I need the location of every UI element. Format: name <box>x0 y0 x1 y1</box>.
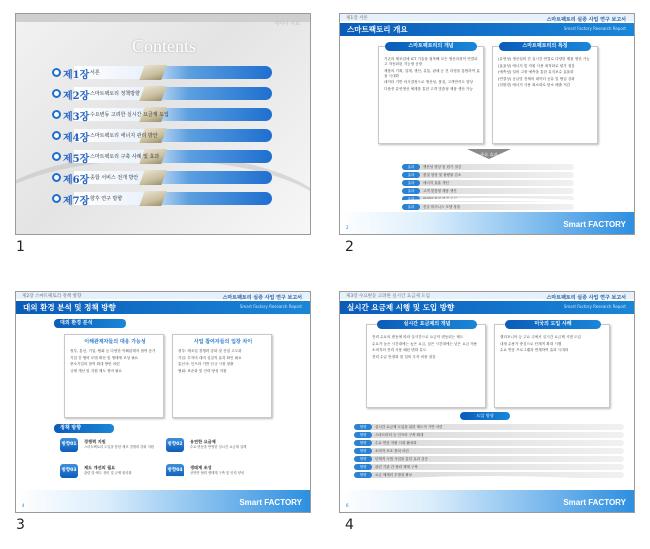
panel-title: 실시간 요금제의 개념 <box>377 320 477 329</box>
list-item: 방향 스마트미터 등 인프라 구축 확대 <box>354 432 624 438</box>
list-item: 효과 에너지 효율 개선 <box>402 180 574 186</box>
list-item: 효과 신규 비즈니스 모델 창출 <box>402 204 574 210</box>
direction-desc: 수요 변동을 반영한 실시간 요금제 설계 <box>190 445 247 449</box>
toc-chapter-text: 향후 연구 방향 <box>90 196 123 202</box>
brand-logo: Smart FACTORY <box>563 220 626 229</box>
list-item: 효과 품질 향상 및 불량률 감소 <box>402 172 574 178</box>
page-number: 6 <box>346 503 349 508</box>
toc-chapter-label: 제6장 <box>63 175 90 186</box>
bullet-icon <box>52 152 61 161</box>
list-item: 방향 실시간 요금제 도입을 위한 제도적 기반 마련 <box>354 424 624 430</box>
slide-title: 스마트팩토리 개요 <box>347 25 408 34</box>
panel-title: 미국의 도입 사례 <box>505 320 601 329</box>
slide-thumbnail-2[interactable] <box>339 13 635 235</box>
bullet-list: 정부, 통신, 기업, 협회 등 다양한 이해관계자 참여 증가 기업 간 협력 모델 확산 및 생태계 조성 필요 중소기업의 참여 확대 방안 마련 규제 개선 및 지원 제도 정비 필요 <box>70 349 156 373</box>
list-item: 방향 수요 반응 자원 시장 활성화 <box>354 440 624 446</box>
list-item: 효과 생산성 향상 및 원가 절감 <box>402 164 574 170</box>
report-logo-text: 스마트팩토리 실증 사업 연구 보고서 <box>546 295 626 301</box>
direction-tag: 방향01 <box>60 438 78 452</box>
page-number: 2 <box>346 225 349 230</box>
slide-thumbnail-4[interactable] <box>339 291 635 513</box>
report-logo-subtext: Smart Factory Research Report <box>563 26 626 31</box>
bullet-icon <box>52 194 61 203</box>
slide-thumbnail-1[interactable] <box>15 13 311 235</box>
slide-thumbnail-3[interactable] <box>15 291 311 513</box>
panel-title: 사업 참여자들의 입장 차이 <box>193 339 253 345</box>
toc-chapter-label: 제5장 <box>63 154 90 165</box>
section-heading: 대외 환경 분석 <box>54 319 126 328</box>
toc-item <box>52 169 272 186</box>
toc-chapter-label: 제4장 <box>63 133 90 144</box>
toc-chapter-text: 스마트팩토리 정책방향 <box>90 91 140 97</box>
brand-logo: Smart FACTORY <box>239 498 302 507</box>
toc-item <box>52 148 272 165</box>
direction-title: 경쟁력 지원 <box>84 439 106 444</box>
direction-tag: 방향02 <box>166 438 184 452</box>
bullet-icon <box>52 110 61 119</box>
direction-title: 제도 개선의 필요 <box>84 465 116 470</box>
toc-chapter-text: 수요변동 고려한 실시간 요금제 도입 <box>90 112 169 118</box>
bullet-list: 정부: 제조업 경쟁력 강화 및 산업 고도화 기업: 투자비 대비 실질적 효과 확인 필요 통신사: 인프라 기반 신규 시장 창출 협회: 표준화 및 인력 양성 지원 <box>178 349 242 373</box>
toc-item <box>52 64 272 81</box>
direction-tag: 방향03 <box>60 464 78 478</box>
stakeholder-panel <box>64 334 164 418</box>
section-label: 제2장 스마트팩토리 정책 방향 <box>22 294 82 299</box>
direction-title: 생태계 조성 <box>190 465 212 470</box>
participant-panel <box>172 334 272 418</box>
effects-title: 주요 효과 <box>480 152 498 157</box>
bullet-list: 전력 수요의 변동에 따라 실시간으로 요금이 변동되는 제도 수요가 높은 시간대에는 높은 요금, 낮은 시간대에는 낮은 요금 적용 소비자의 전력 사용 패턴 변화 유도 전력 수급 안정화 및 설비 투자 비용 절감 <box>372 335 478 359</box>
slide-title: 실시간 요금제 시행 및 도입 방향 <box>347 303 455 312</box>
report-logo-text: 스마트팩토리 실증 사업 연구 보고서 <box>546 17 626 23</box>
toc-chapter-text: 종합 서비스 전개 방안 <box>90 175 139 181</box>
toc-chapter-text: 스마트팩토리 구축 사례 및 효과 <box>90 154 160 160</box>
direction-heading: 도입 방향 <box>460 412 510 420</box>
section-label: 제3장 수요변동 고려한 실시간 요금제 도입 <box>346 294 430 299</box>
toc-chapter-label: 제1장 <box>63 70 90 81</box>
report-logo-text: 스마트팩토리 실증 사업 연구 보고서 <box>222 295 302 301</box>
slide-number: 3 <box>16 517 25 533</box>
direction-desc: 관련 법·제도 정비 및 규제 합리화 <box>84 471 132 475</box>
slide-title: 대외 환경 분석 및 정책 방향 <box>23 303 116 312</box>
toc-chapter-label: 제2장 <box>63 91 90 102</box>
list-item: 효과 안전한 작업 환경 조성 <box>402 196 574 202</box>
toc-chapter-text: 서론 <box>90 70 100 76</box>
slide-header-text: 세미나 자료 <box>274 21 300 27</box>
toc-chapter-label: 제7장 <box>63 196 90 207</box>
concept-panel <box>378 43 484 144</box>
bullet-list: (유연성) 생산설비 간 실시간 연결로 다양한 제품 생산 가능 (효율성) 에너지 및 자원 사용 최적화로 원가 절감 (예측성) 설비 고장 예측을 통한 유지보수 효율화 (연결성) 공급망 전체의 데이터 공유 및 협업 강화 (친환경) 에너지 사용 최소화로 탄소 배출 저감 <box>498 57 590 87</box>
bullet-icon <box>52 68 61 77</box>
list-item: 방향 요금 체계의 투명성 확보 <box>354 472 624 478</box>
section-label: 제1장 서론 <box>346 16 368 21</box>
slide-top-bar <box>16 14 311 22</box>
report-logo-subtext: Smart Factory Research Report <box>239 304 302 309</box>
direction-tag: 방향04 <box>166 464 184 478</box>
report-logo-subtext: Smart Factory Research Report <box>563 304 626 309</box>
bullet-icon <box>52 89 61 98</box>
bullet-icon <box>52 173 61 182</box>
toc-item <box>52 106 272 123</box>
direction-desc: 스마트팩토리 도입을 통한 제조 경쟁력 강화 지원 <box>84 445 154 449</box>
brand-logo: Smart FACTORY <box>563 498 626 507</box>
bullet-list: 캘리포니아 등 주요 주에서 실시간 요금제 시범 도입 대형 수용가 중심으로 단계적 확대 시행 수요 반응 프로그램과 연계하여 효과 극대화 <box>500 335 581 352</box>
feature-panel <box>492 43 598 144</box>
list-item: 방향 소비자 보호 장치 마련 <box>354 448 624 454</box>
slide-number: 1 <box>16 239 25 255</box>
toc-chapter-label: 제3장 <box>63 112 90 123</box>
bullet-list: 기존의 제조업에 ICT 기술을 접목해 모든 생산과정이 연결되고 자동화된 지능형 공장 제품의 기획, 설계, 생산, 유통, 판매 등 전 과정을 통합하여 효율 극대화 데이터 기반 의사결정으로 생산성, 품질, 고객만족도 향상 다품종 유연생산 체계를 통한 고객 맞춤형 제품 생산 가능 <box>384 57 480 91</box>
slide-number: 4 <box>345 517 354 533</box>
section-heading: 정책 방향 <box>54 424 114 433</box>
panel-title: 스마트팩토리의 특징 <box>499 42 591 51</box>
case-panel <box>494 321 610 408</box>
bullet-icon <box>52 131 61 140</box>
list-item: 효과 고객 맞춤형 제품 생산 <box>402 188 574 194</box>
toc-chapter-text: 스마트팩토리 에너지 관리 방안 <box>90 133 158 139</box>
list-item: 방향 단계적 시범 사업을 통한 효과 검증 <box>354 456 624 462</box>
concept-panel <box>366 321 486 408</box>
toc-item <box>52 127 272 144</box>
list-item: 방향 관련 기관 간 협력 체계 구축 <box>354 464 624 470</box>
contents-title: Contents <box>131 36 196 56</box>
panel-title: 이해관계자들의 대응 가능성 <box>84 339 146 345</box>
slide-number: 2 <box>345 239 354 255</box>
toc-item <box>52 85 272 102</box>
panel-title: 스마트팩토리의 개념 <box>385 42 477 51</box>
page-number: 4 <box>22 503 25 508</box>
toc-item <box>52 190 272 207</box>
direction-desc: 산학연 협력 생태계 구축 및 인력 양성 <box>190 471 245 475</box>
direction-title: 유연한 요금제 <box>190 439 216 444</box>
